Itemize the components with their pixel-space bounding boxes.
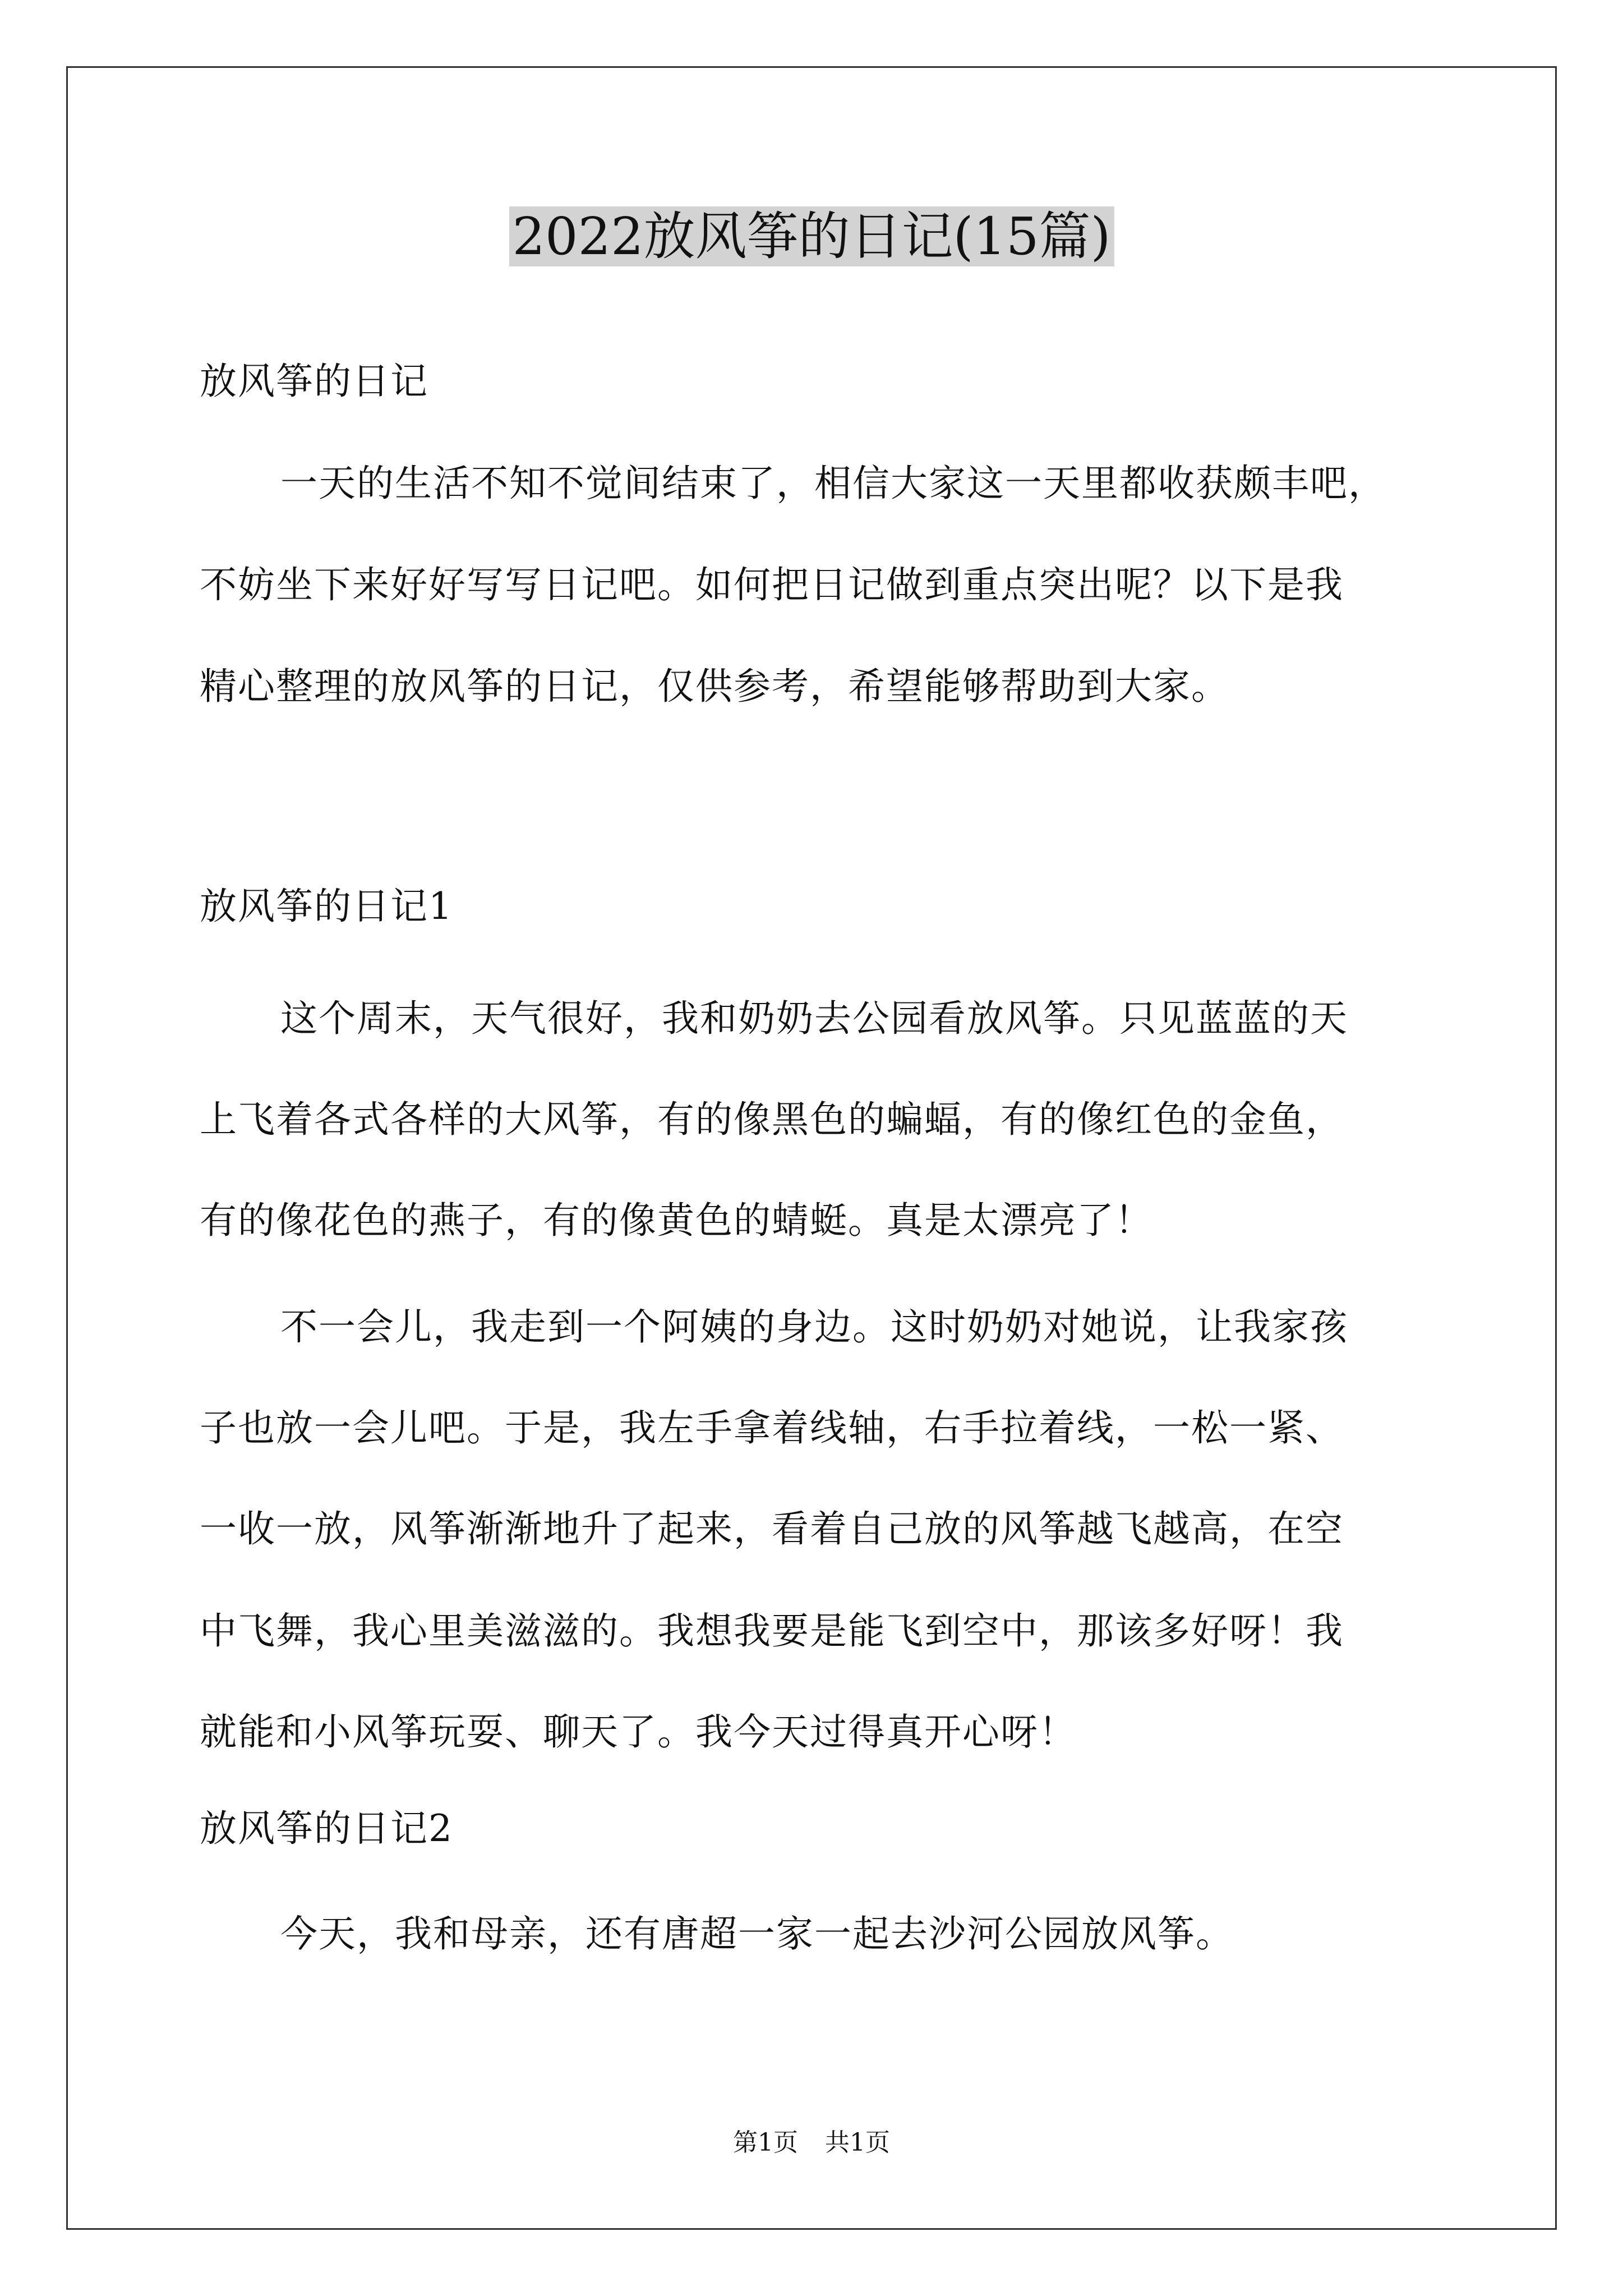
section1-para1-line: 上飞着各式各样的大风筝，有的像黑色的蝙蝠，有的像红色的金鱼， (200, 1098, 1344, 1141)
section1-para1-line: 这个周末，天气很好，我和奶奶去公园看放风筝。只见蓝蓝的天 (280, 997, 1348, 1040)
intro-line: 不妨坐下来好好写写日记吧。如何把日记做到重点突出呢？以下是我 (200, 563, 1344, 606)
section2-heading: 放风筝的日记2 (200, 1807, 453, 1850)
intro-heading: 放风筝的日记 (200, 360, 428, 403)
intro-line: 一天的生活不知不觉间结束了，相信大家这一天里都收获颇丰吧， (280, 462, 1386, 505)
document-title (0, 197, 1623, 276)
section1-para2-line: 子也放一会儿吧。于是，我左手拿着线轴，右手拉着线，一松一紧、 (200, 1406, 1344, 1450)
section1-para2-line: 就能和小风筝玩耍、聊天了。我今天过得真开心呀！ (200, 1710, 1077, 1754)
section1-para2-line: 一收一放，风筝渐渐地升了起来，看着自己放的风筝越飞越高，在空 (200, 1507, 1344, 1550)
section1-para1-line: 有的像花色的燕子，有的像黄色的蜻蜓。真是太漂亮了！ (200, 1199, 1153, 1242)
section2-para1-line: 今天，我和母亲，还有唐超一家一起去沙河公园放风筝。 (280, 1912, 1234, 1955)
page-footer (0, 2126, 1623, 2160)
intro-line: 精心整理的放风筝的日记，仅供参考，希望能够帮助到大家。 (200, 665, 1229, 708)
section1-para2-line: 不一会儿，我走到一个阿姨的身边。这时奶奶对她说，让我家孩 (280, 1305, 1348, 1349)
section1-heading: 放风筝的日记1 (200, 885, 453, 928)
section1-para2-line: 中飞舞，我心里美滋滋的。我想我要是能飞到空中，那该多好呀！我 (200, 1609, 1344, 1653)
page-number: 第1页 (733, 2128, 798, 2157)
page-total: 共1页 (825, 2128, 890, 2157)
document-title-text: 2022放风筝的日记(15篇) (509, 206, 1114, 266)
